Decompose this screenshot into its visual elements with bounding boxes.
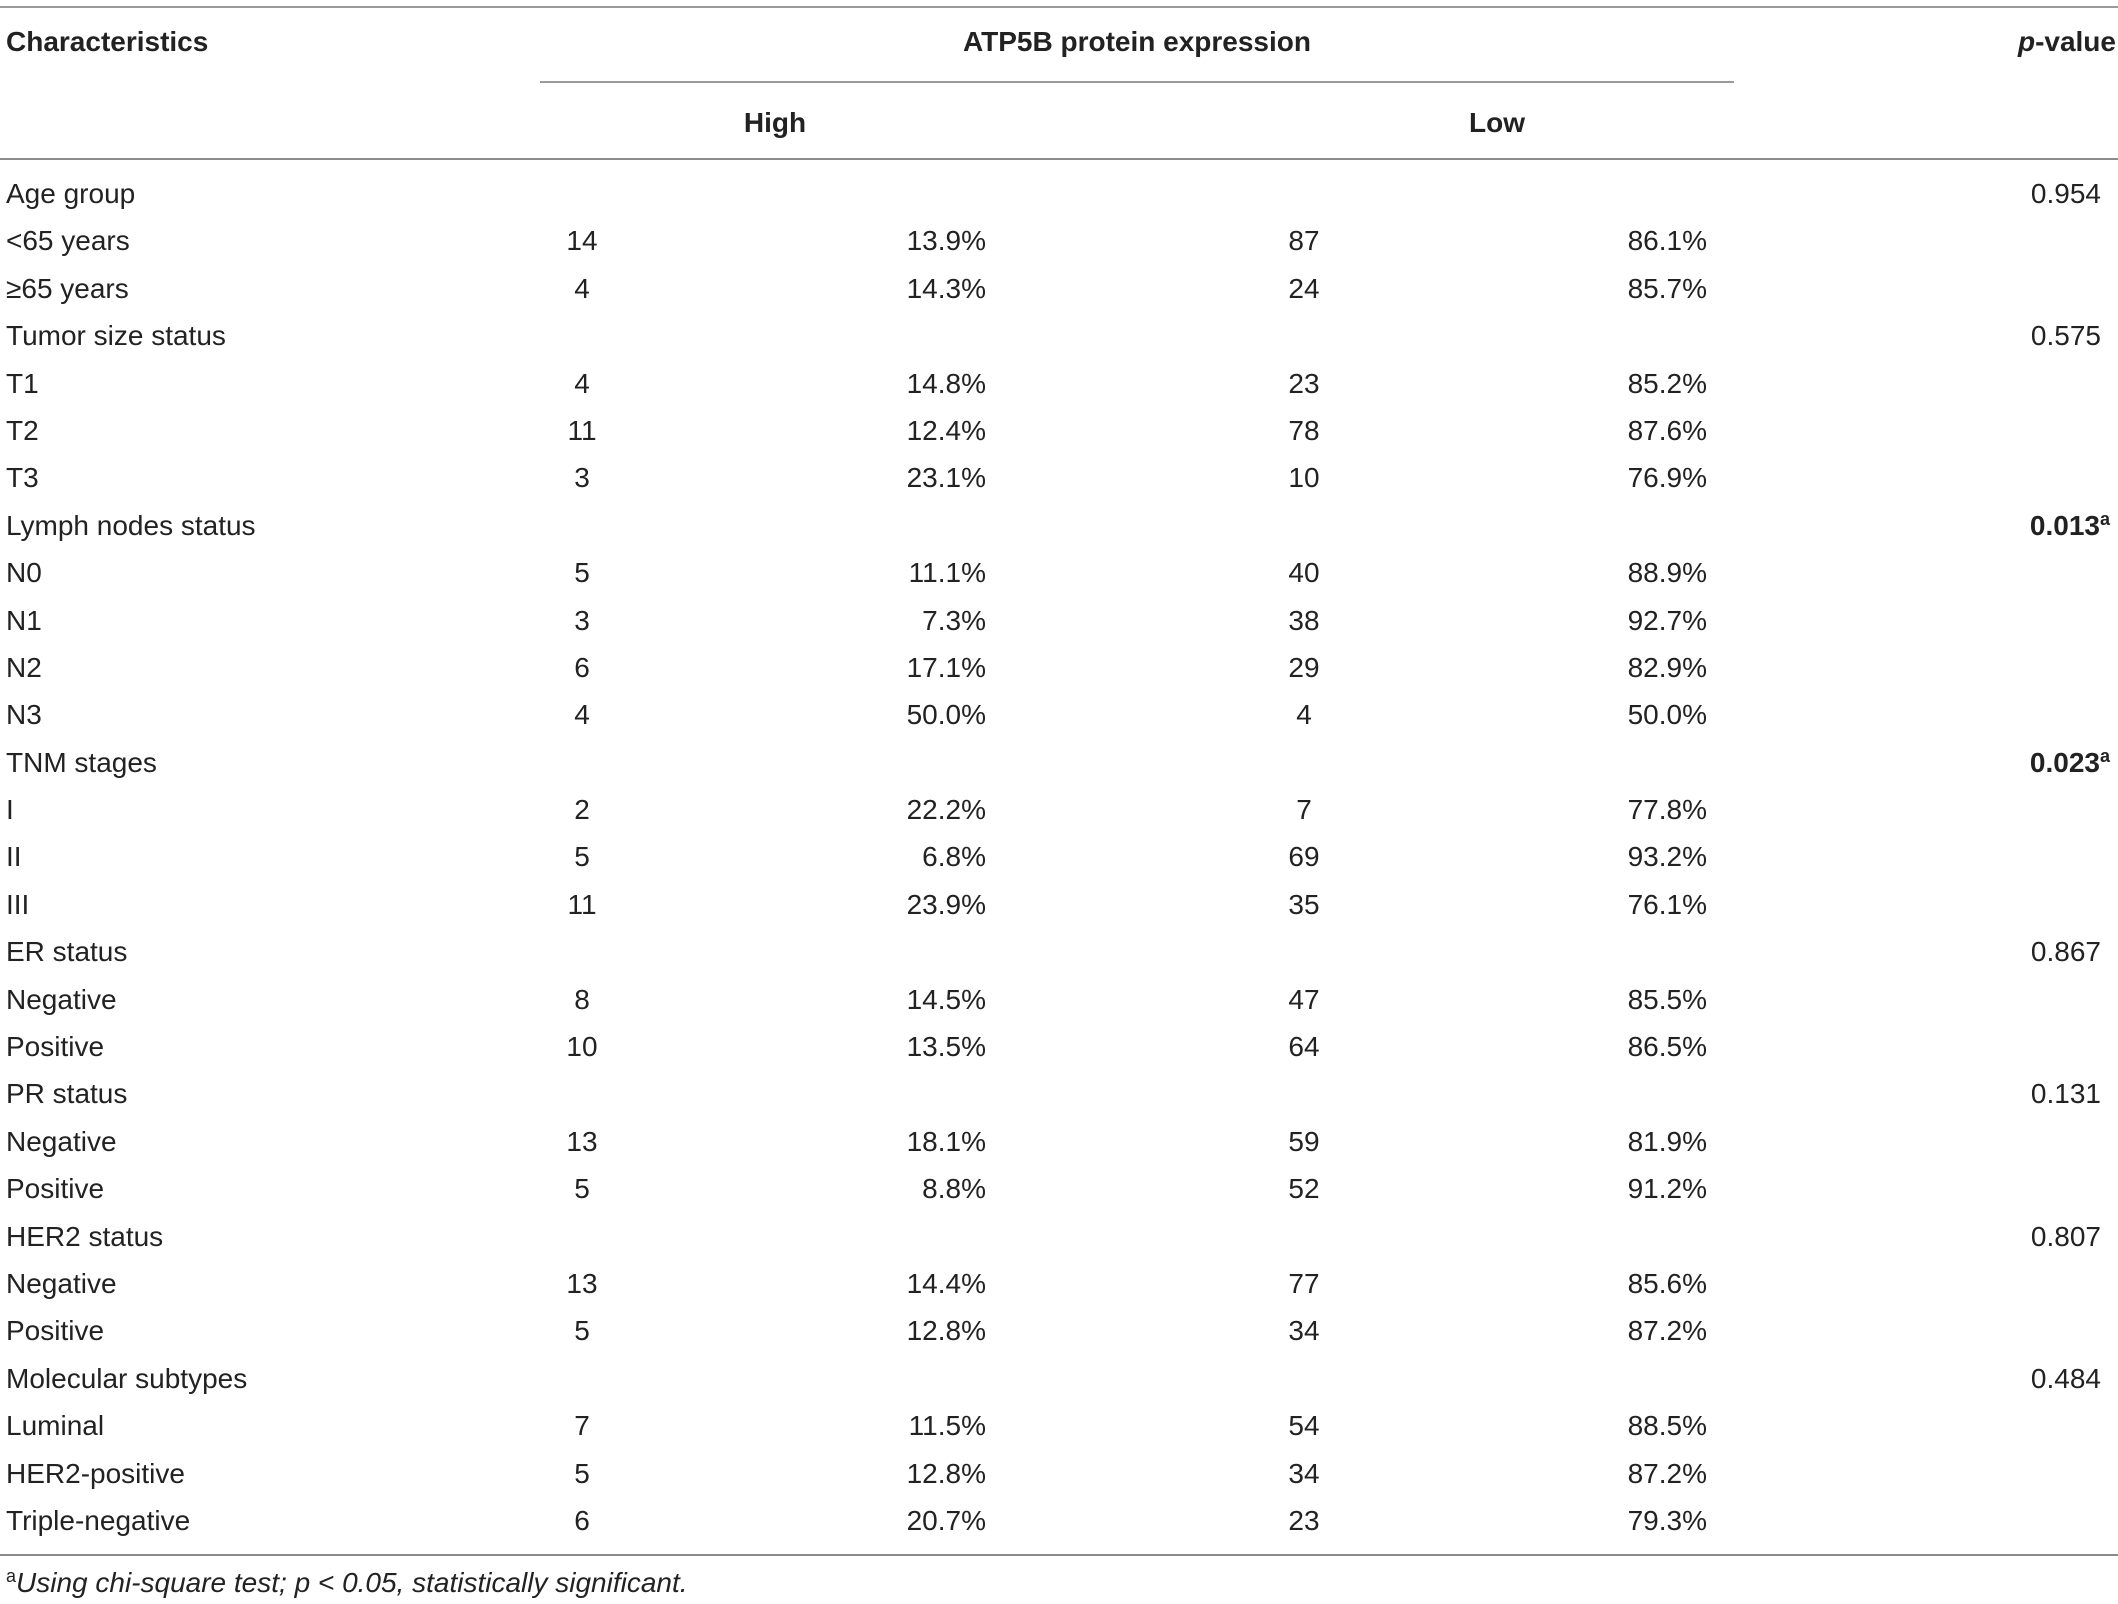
row-label: N2 [6, 651, 42, 683]
high-count: 11 [567, 888, 597, 920]
p-value [2030, 739, 2110, 786]
low-count: 47 [1288, 983, 1320, 1015]
high-percent: 14.3% [906, 272, 986, 304]
row-label: Positive [6, 1173, 105, 1205]
low-count: 69 [1288, 841, 1320, 873]
table-row [0, 833, 2118, 880]
row-label: Age group [6, 178, 136, 209]
table-row [0, 1165, 2118, 1212]
p-value [2030, 502, 2110, 549]
row-label: Positive [6, 1031, 105, 1063]
row-label: Negative [6, 1125, 117, 1157]
row-label: ≥65 years [6, 272, 129, 304]
low-count: 87 [1288, 225, 1320, 257]
table-row [0, 265, 2118, 312]
low-percent: 76.9% [1627, 462, 1707, 494]
low-percent: 92.7% [1627, 604, 1707, 636]
table-row [0, 502, 2118, 549]
table-row [0, 1355, 2118, 1402]
low-percent: 85.2% [1627, 367, 1707, 399]
table-row [0, 597, 2118, 644]
row-label: N3 [6, 699, 42, 731]
row-label: Lymph nodes status [6, 509, 256, 541]
low-percent: 81.9% [1627, 1125, 1707, 1157]
high-percent: 50.0% [906, 699, 986, 731]
high-count: 8 [574, 983, 590, 1015]
low-percent: 91.2% [1627, 1173, 1707, 1205]
high-percent: 6.8% [922, 841, 986, 873]
high-count: 6 [574, 651, 590, 683]
table-row [0, 170, 2118, 217]
high-count: 11 [567, 414, 597, 446]
table-row [0, 1213, 2118, 1260]
low-count: 34 [1288, 1457, 1320, 1489]
high-percent: 7.3% [922, 604, 986, 636]
p-value-text: 0.131 [2030, 1078, 2101, 1110]
high-percent: 11.1% [908, 557, 986, 589]
low-percent: 86.5% [1627, 1031, 1707, 1063]
low-percent: 79.3% [1627, 1504, 1707, 1536]
low-percent: 87.2% [1627, 1315, 1707, 1347]
low-count: 40 [1288, 557, 1320, 589]
row-label: <65 years [6, 225, 130, 257]
p-value [2031, 1070, 2101, 1117]
table-row [0, 407, 2118, 454]
row-label: ER status [6, 936, 128, 968]
high-count: 4 [574, 699, 590, 731]
low-count: 24 [1288, 272, 1320, 304]
high-percent: 20.7% [906, 1504, 986, 1536]
low-count: 23 [1288, 1504, 1320, 1536]
row-label: Positive [6, 1315, 105, 1347]
table-top-rule [0, 6, 2118, 8]
table-row [0, 1402, 2118, 1449]
table-row [0, 1450, 2118, 1497]
group-header-underline [540, 81, 1734, 83]
high-percent: 23.1% [906, 462, 986, 494]
high-count: 4 [574, 367, 590, 399]
footnote-marker: a [6, 1566, 17, 1586]
table-row [0, 786, 2118, 833]
high-count: 5 [574, 1457, 590, 1489]
high-percent: 11.5% [908, 1410, 986, 1442]
low-count: 54 [1288, 1410, 1320, 1442]
low-percent: 50.0% [1627, 699, 1707, 731]
high-count: 6 [574, 1504, 590, 1536]
table-row [0, 739, 2118, 786]
table-body [0, 170, 2118, 1544]
row-label: HER2-positive [6, 1457, 185, 1489]
table-row [0, 644, 2118, 691]
row-label: HER2 status [6, 1220, 164, 1252]
low-count: 4 [1296, 699, 1312, 731]
column-header-characteristics: Characteristics [6, 26, 209, 57]
low-count: 78 [1288, 414, 1320, 446]
high-percent: 12.8% [906, 1315, 986, 1347]
row-label: T2 [6, 414, 39, 446]
high-percent: 14.4% [906, 1267, 986, 1299]
high-percent: 12.8% [906, 1457, 986, 1489]
low-percent: 82.9% [1627, 651, 1707, 683]
row-label: T1 [6, 367, 39, 399]
low-count: 64 [1288, 1031, 1320, 1063]
low-percent: 85.6% [1627, 1267, 1707, 1299]
row-label: PR status [6, 1078, 128, 1110]
p-value [2031, 928, 2101, 975]
low-count: 7 [1296, 794, 1312, 826]
low-count: 77 [1288, 1267, 1320, 1299]
significance-marker: a [2099, 508, 2110, 529]
high-percent: 12.4% [906, 414, 986, 446]
table-row [0, 1260, 2118, 1307]
high-count: 5 [574, 557, 590, 589]
row-label: I [6, 794, 14, 826]
p-value-text: 0.575 [2030, 320, 2101, 352]
low-percent: 86.1% [1627, 225, 1707, 257]
low-count: 29 [1288, 651, 1320, 683]
row-label: Tumor size status [6, 320, 226, 352]
table-row [0, 1023, 2118, 1070]
high-count: 2 [574, 794, 590, 826]
row-label: N1 [6, 604, 42, 636]
high-count: 3 [574, 462, 590, 494]
row-label: III [6, 888, 30, 920]
table-row [0, 1070, 2118, 1117]
significance-marker: a [2099, 745, 2110, 766]
p-value [2031, 170, 2101, 217]
table-row [0, 976, 2118, 1023]
low-percent: 88.9% [1627, 557, 1707, 589]
p-value [2031, 1355, 2101, 1402]
p-value [2031, 312, 2101, 359]
column-header-pvalue [2018, 22, 2116, 62]
high-percent: 8.8% [922, 1173, 986, 1205]
high-percent: 14.5% [906, 983, 986, 1015]
low-count: 23 [1288, 367, 1320, 399]
high-count: 14 [566, 225, 598, 257]
table-bottom-rule [0, 1554, 2118, 1556]
high-percent: 14.8% [906, 367, 986, 399]
p-value-text: 0.807 [2030, 1220, 2101, 1252]
table-row [0, 312, 2118, 359]
high-count: 3 [574, 604, 590, 636]
high-percent: 18.1% [906, 1125, 986, 1157]
low-percent: 87.6% [1627, 414, 1707, 446]
p-value [2031, 1213, 2101, 1260]
footnote-text: Using chi-square test; p < 0.05, statistically significant. [16, 1567, 688, 1598]
high-count: 5 [574, 841, 590, 873]
high-count: 5 [574, 1173, 590, 1205]
low-count: 59 [1288, 1125, 1320, 1157]
high-count: 13 [566, 1125, 598, 1157]
table-row [0, 691, 2118, 738]
row-label: Luminal [6, 1410, 105, 1442]
high-count: 4 [574, 272, 590, 304]
high-count: 10 [566, 1031, 598, 1063]
low-count: 34 [1288, 1315, 1320, 1347]
p-value-text: 0.954 [2030, 178, 2101, 209]
low-percent: 88.5% [1627, 1410, 1707, 1442]
table-row [0, 217, 2118, 264]
p-value-text: 0.867 [2030, 936, 2101, 968]
column-group-header-atp5b: ATP5B protein expression [962, 26, 1311, 57]
table-row [0, 1118, 2118, 1165]
table-row [0, 360, 2118, 407]
p-value-text: 0.023 [2029, 746, 2100, 778]
table-row [0, 881, 2118, 928]
pvalue-header-rest: -value [2035, 26, 2116, 57]
low-count: 35 [1288, 888, 1320, 920]
row-label: II [6, 841, 22, 873]
table-footnote [6, 1563, 688, 1603]
row-label: Negative [6, 983, 117, 1015]
high-percent: 13.5% [906, 1031, 986, 1063]
high-count: 5 [574, 1315, 590, 1347]
low-percent: 93.2% [1627, 841, 1707, 873]
low-count: 52 [1288, 1173, 1320, 1205]
low-percent: 85.7% [1627, 272, 1707, 304]
row-label: Molecular subtypes [6, 1362, 248, 1394]
high-percent: 23.9% [906, 888, 986, 920]
high-percent: 17.1% [906, 651, 986, 683]
row-label: T3 [6, 462, 39, 494]
high-count: 7 [574, 1410, 590, 1442]
low-percent: 76.1% [1627, 888, 1707, 920]
column-header-high: High [743, 107, 807, 138]
row-label: Negative [6, 1267, 117, 1299]
row-label: TNM stages [6, 746, 157, 778]
table-row [0, 928, 2118, 975]
high-count: 13 [566, 1267, 598, 1299]
column-header-low: Low [1469, 107, 1525, 138]
low-percent: 87.2% [1627, 1457, 1707, 1489]
high-percent: 13.9% [906, 225, 986, 257]
pvalue-italic-p: p [2017, 26, 2036, 57]
low-count: 38 [1288, 604, 1320, 636]
p-value-text: 0.484 [2030, 1362, 2101, 1394]
high-percent: 22.2% [906, 794, 986, 826]
low-percent: 77.8% [1627, 794, 1707, 826]
table-row [0, 1497, 2118, 1544]
table-row [0, 549, 2118, 596]
header-bottom-rule [0, 158, 2118, 160]
row-label: N0 [6, 557, 42, 589]
low-count: 10 [1288, 462, 1320, 494]
low-percent: 85.5% [1627, 983, 1707, 1015]
table-row [0, 454, 2118, 501]
row-label: Triple-negative [6, 1504, 191, 1536]
p-value-text: 0.013 [2029, 509, 2100, 541]
table-row [0, 1307, 2118, 1354]
